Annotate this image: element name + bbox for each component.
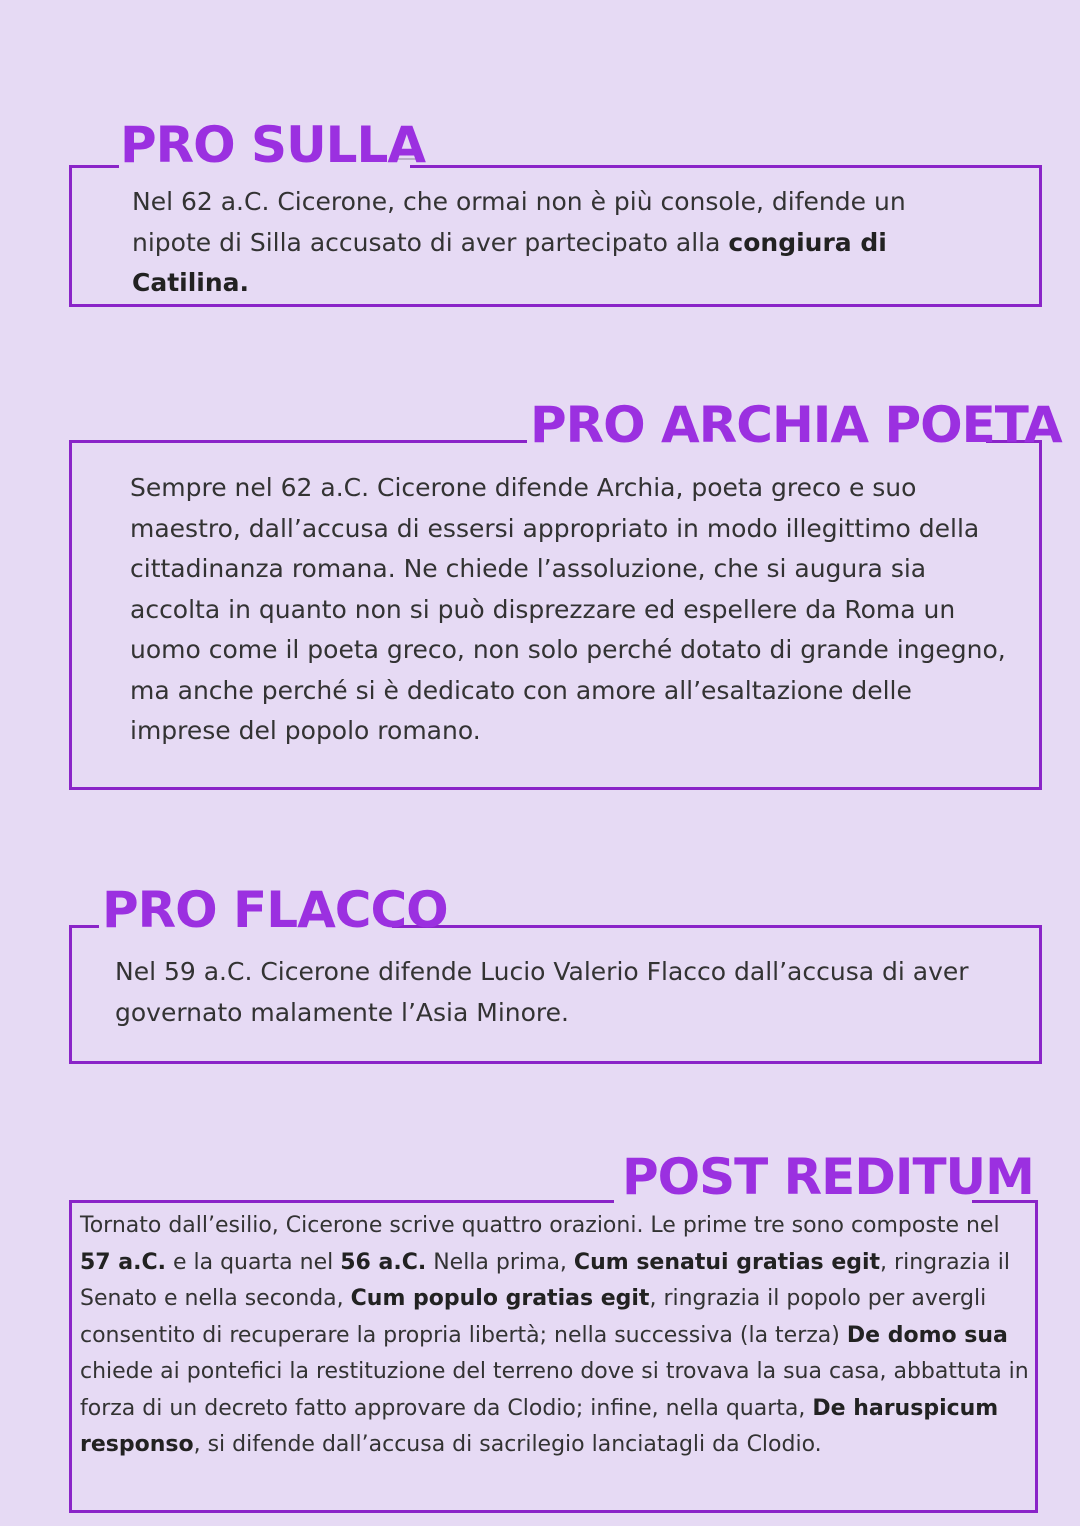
section-title: PRO FLACCO	[102, 881, 448, 939]
section-title: POST REDITUM	[622, 1148, 1034, 1206]
section-text: Nel 62 a.C. Cicerone, che ormai non è più console, difende un nipote di Silla accusato di aver partecipato alla congiura di Catilina.	[132, 187, 906, 297]
section-title: PRO SULLA	[120, 116, 426, 174]
section-text: Tornato dall’esilio, Cicerone scrive quattro orazioni. Le prime tre sono composte nel 57 a.C. e la quarta nel 56 a.C. Nella prima, Cum senatui gratias egit, ringrazia il Senato e nella seconda, Cum populo gratias egit, ringrazia il popolo per avergli consentito di recuperare la propria libertà; nella successiva (la terza) De domo sua chiede ai pontefici la restituzione del terreno dove si trovava la sua casa, abbattuta in forza di un decreto fatto approvare da Clodio; infine, nella quarta, De haruspicum responso, si difende dall’accusa di sacrilegio lanciatagli da Clodio.	[80, 1213, 1029, 1457]
box-top-border	[410, 165, 1042, 168]
section-title: PRO ARCHIA POETA	[530, 396, 1062, 454]
box-top-border	[69, 1200, 614, 1203]
section-text: Nel 59 a.C. Cicerone difende Lucio Valerio Flacco dall’accusa di aver governato malamente l’Asia Minore.	[115, 957, 969, 1027]
box-top-border	[69, 165, 119, 168]
box-top-border	[392, 925, 1042, 928]
section-text: Sempre nel 62 a.C. Cicerone difende Archia, poeta greco e suo maestro, dall’accusa di essersi appropriato in modo illegittimo della cittadinanza romana. Ne chiede l’assoluzione, che si augura sia accolta in quanto non si può disprezzare ed espellere da Roma un uomo come il poeta greco, non solo perché dotato di grande ingegno, ma anche perché si è dedicato con amore all’esaltazione delle imprese del popolo romano.	[130, 473, 1006, 745]
box-top-border	[69, 440, 527, 443]
box-top-border	[69, 925, 99, 928]
